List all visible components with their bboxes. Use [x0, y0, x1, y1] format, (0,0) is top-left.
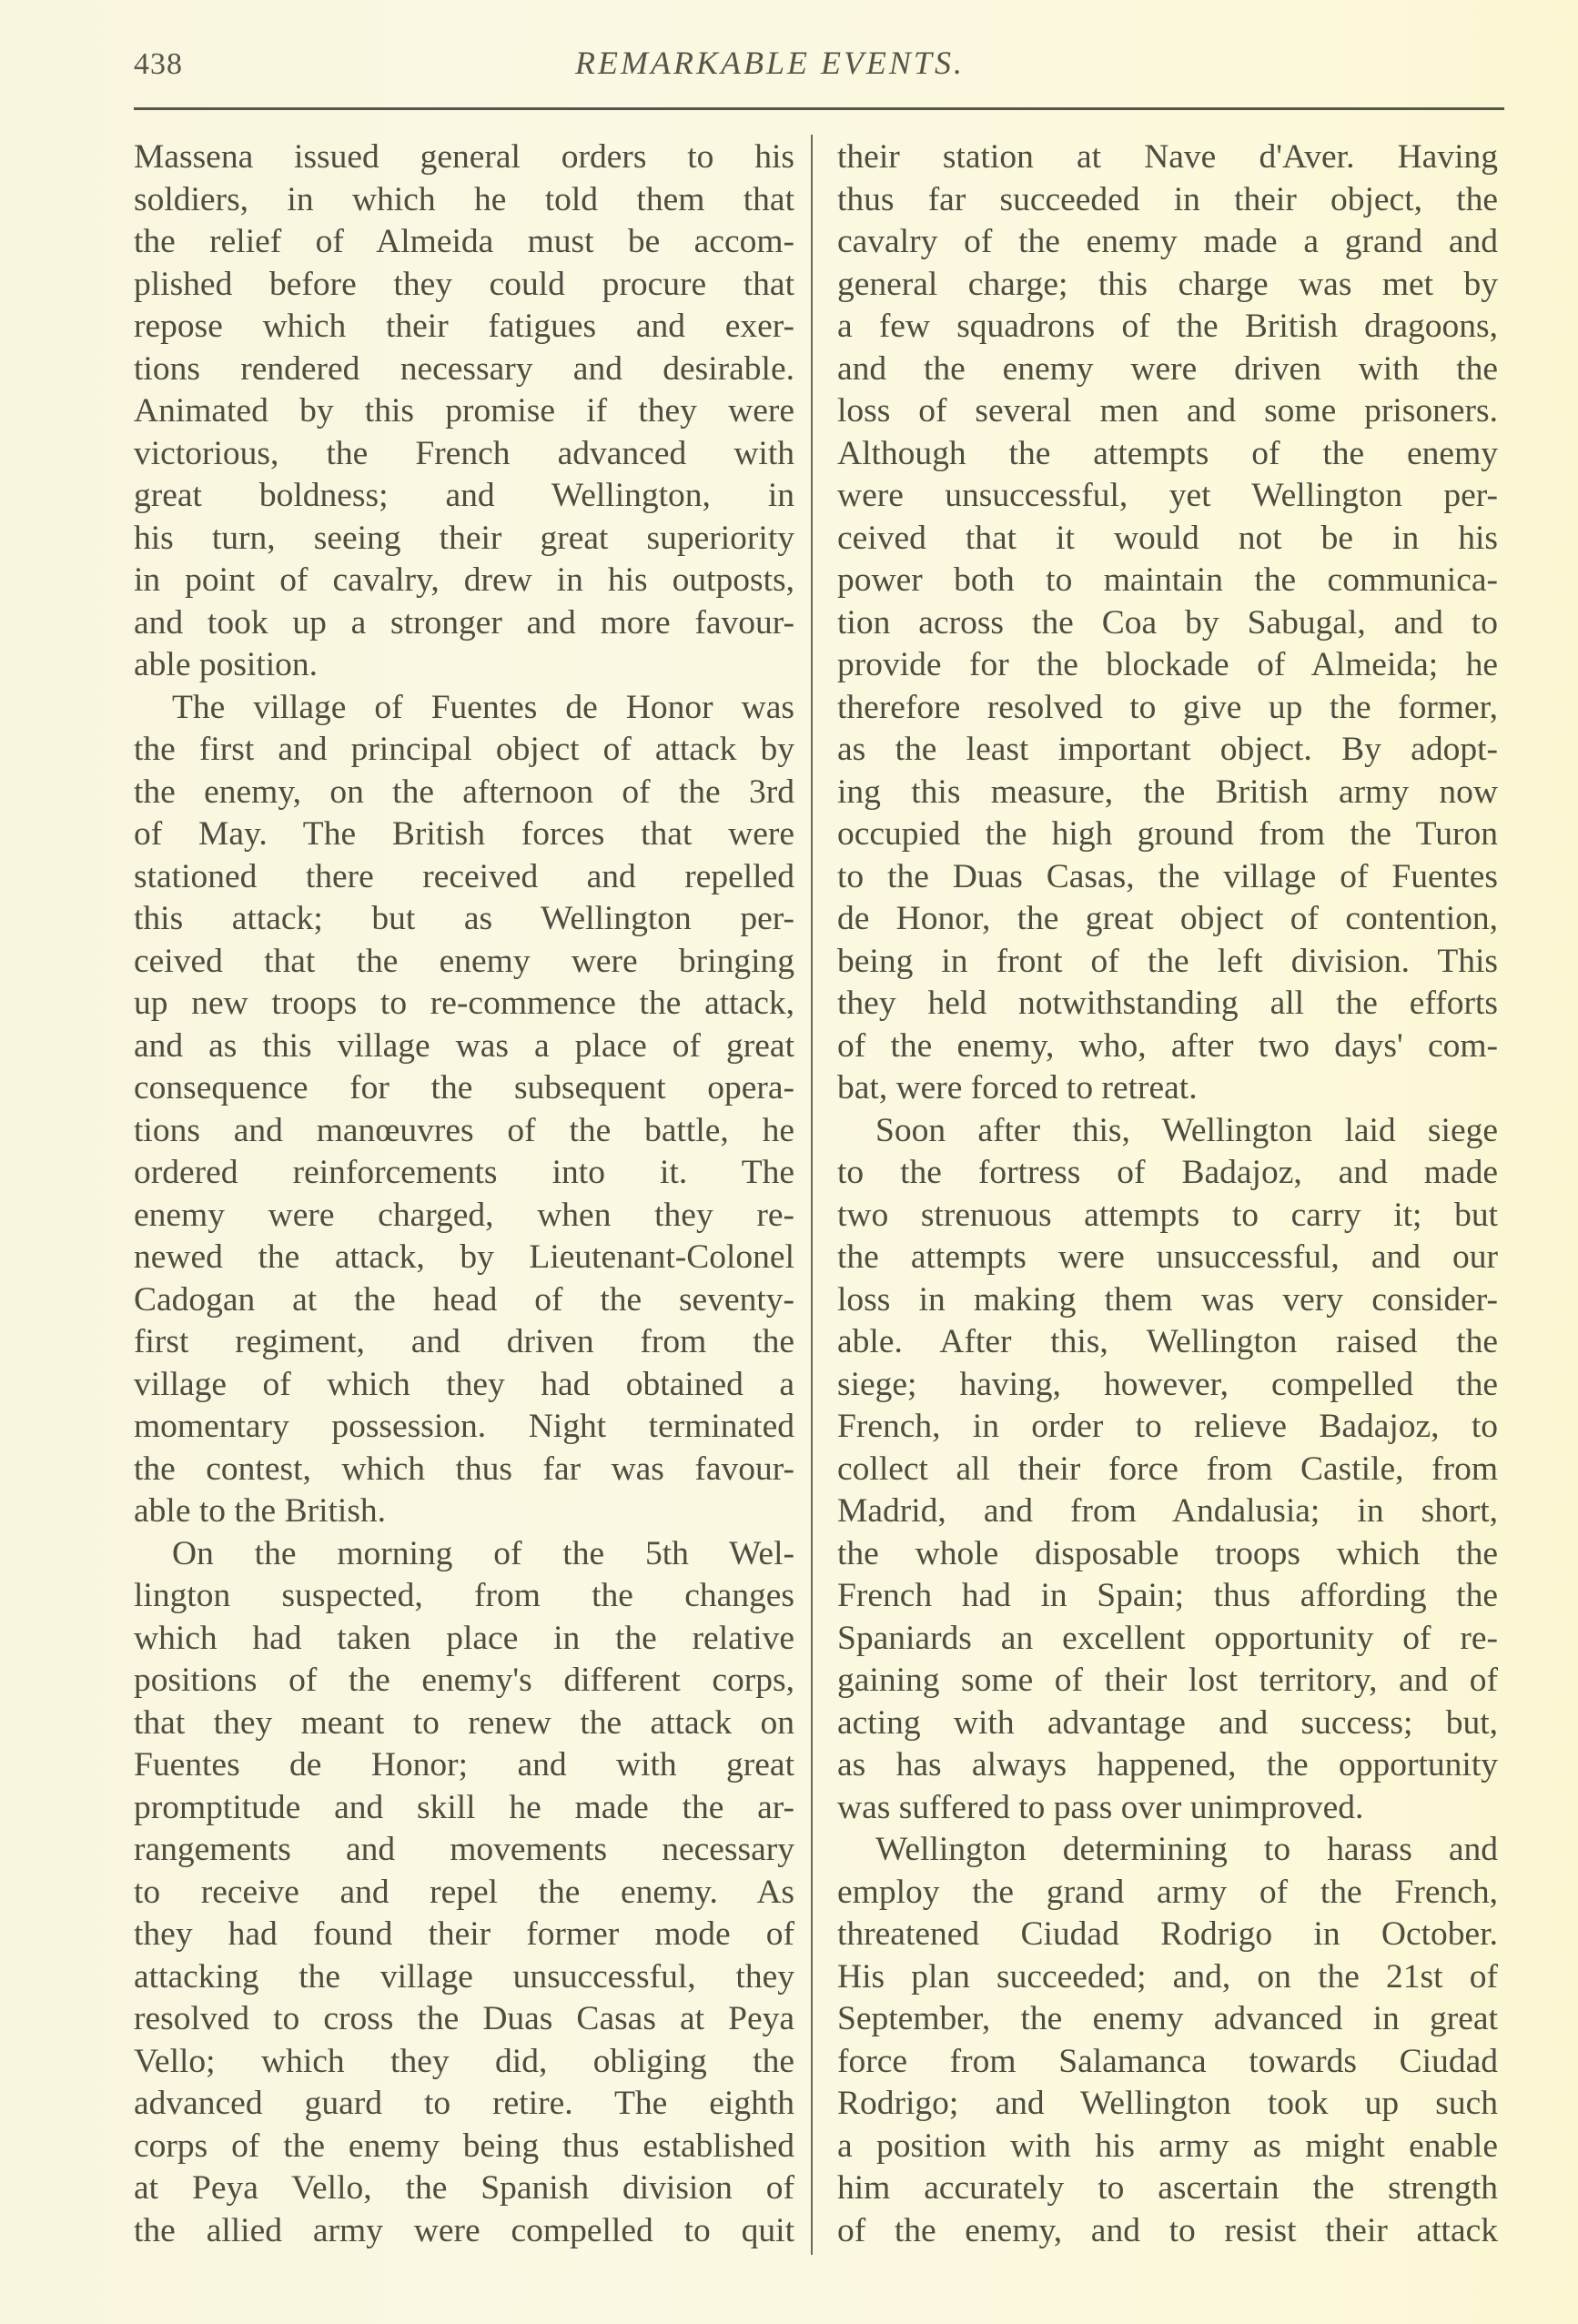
text-line: they had found their former mode of — [134, 1915, 794, 1953]
text-line: Massena issued general orders to his — [134, 138, 794, 176]
text-line: was suffered to pass over unimproved. — [837, 1788, 1364, 1826]
text-line: siege; having, however, compelled the — [837, 1365, 1498, 1403]
text-line: able to the British. — [134, 1492, 387, 1530]
text-line: Madrid, and from Andalusia; in short, — [837, 1492, 1498, 1530]
text-line: were unsuccessful, yet Wellington per- — [837, 477, 1498, 514]
text-line: and took up a stronger and more favour- — [134, 603, 794, 642]
text-line: the whole disposable troops which the — [837, 1534, 1498, 1572]
text-line: first regiment, and driven from the — [134, 1323, 794, 1360]
text-line: the allied army were compelled to quit — [134, 2211, 794, 2249]
text-line: to receive and repel the enemy. As — [134, 1873, 794, 1911]
text-line: corps of the enemy being thus established — [134, 2127, 794, 2165]
text-line: occupied the high ground from the Turon — [837, 815, 1498, 853]
text-line: of May. The British forces that were — [134, 815, 794, 853]
text-line: the enemy, on the afternoon of the 3rd — [134, 773, 794, 811]
text-line: him accurately to ascertain the strength — [837, 2169, 1498, 2207]
text-line: momentary possession. Night terminated — [134, 1408, 794, 1445]
text-line: loss in making them was very consider- — [837, 1280, 1498, 1319]
text-line: this attack; but as Wellington per- — [134, 900, 794, 937]
text-line: and the enemy were driven with the — [837, 349, 1498, 388]
text-line: therefore resolved to give up the former, — [837, 688, 1498, 726]
text-line: Soon after this, Wellington laid siege — [875, 1111, 1498, 1149]
text-line: soldiers, in which he told them that — [134, 180, 794, 218]
text-line: being in front of the left division. This — [837, 942, 1498, 980]
text-line: a few squadrons of the British dragoons, — [837, 308, 1498, 345]
text-line: victorious, the French advanced with — [134, 434, 794, 472]
text-line: ceived that the enemy were bringing — [134, 942, 794, 980]
text-line: their station at Nave d'Aver. Having — [837, 138, 1498, 176]
text-line: to the Duas Casas, the village of Fuentes — [837, 857, 1498, 895]
text-line: the first and principal object of attack by — [134, 731, 794, 768]
text-line: the relief of Almeida must be accom- — [134, 223, 794, 260]
text-line: as has always happened, the opportunity — [837, 1746, 1498, 1783]
text-line: ordered reinforcements into it. The — [134, 1154, 794, 1191]
text-line: promptitude and skill he made the ar- — [134, 1788, 794, 1826]
text-line: village of which they had obtained a — [134, 1365, 794, 1403]
text-line: threatened Ciudad Rodrigo in October. — [837, 1915, 1498, 1953]
text-line: provide for the blockade of Almeida; he — [837, 646, 1498, 683]
header-rule — [134, 107, 1504, 110]
text-line: of the enemy, who, after two days' com- — [837, 1026, 1498, 1065]
text-line: Animated by this promise if they were — [134, 392, 794, 429]
text-line: rangements and movements necessary — [134, 1831, 794, 1868]
page-number: 438 — [134, 47, 183, 81]
right-column — [837, 136, 1498, 2252]
text-line: in point of cavalry, drew in his outposts, — [134, 561, 794, 599]
text-line: Rodrigo; and Wellington took up such — [837, 2085, 1498, 2122]
text-line: September, the enemy advanced in great — [837, 2000, 1498, 2037]
text-line: advanced guard to retire. The eighth — [134, 2085, 794, 2122]
text-line: French had in Spain; thus affording the — [837, 1577, 1498, 1614]
text-line: force from Salamanca towards Ciudad — [837, 2042, 1498, 2080]
text-line: as the least important object. By adopt- — [837, 731, 1498, 768]
text-line: his turn, seeing their great superiority — [134, 519, 794, 557]
left-column — [134, 136, 794, 2252]
text-line: consequence for the subsequent opera- — [134, 1069, 794, 1106]
text-line: able. After this, Wellington raised the — [837, 1323, 1498, 1360]
text-line: Spaniards an excellent opportunity of re- — [837, 1619, 1498, 1657]
text-line: French, in order to relieve Badajoz, to — [837, 1408, 1498, 1445]
text-line: general charge; this charge was met by — [837, 265, 1498, 303]
text-line: bat, were forced to retreat. — [837, 1069, 1198, 1106]
text-line: lington suspected, from the changes — [134, 1577, 794, 1614]
text-line: Fuentes de Honor; and with great — [134, 1746, 794, 1783]
text-line: On the morning of the 5th Wel- — [172, 1534, 794, 1572]
text-line: Vello; which they did, obliging the — [134, 2042, 794, 2080]
text-line: positions of the enemy's different corps, — [134, 1662, 794, 1699]
text-line: His plan succeeded; and, on the 21st of — [837, 1957, 1498, 1996]
text-line: that they meant to renew the attack on — [134, 1703, 794, 1742]
text-line: of the enemy, and to resist their attack — [837, 2211, 1498, 2249]
text-line: resolved to cross the Duas Casas at Peya — [134, 2000, 794, 2037]
text-line: to the fortress of Badajoz, and made — [837, 1154, 1498, 1191]
text-line: Cadogan at the head of the seventy- — [134, 1280, 794, 1319]
text-line: newed the attack, by Lieutenant-Colonel — [134, 1238, 794, 1276]
text-line: thus far succeeded in their object, the — [837, 180, 1498, 218]
text-line: at Peya Vello, the Spanish division of — [134, 2169, 794, 2207]
text-line: the contest, which thus far was favour- — [134, 1450, 794, 1488]
text-line: up new troops to re-commence the attack, — [134, 985, 794, 1022]
text-line: they held notwithstanding all the efforts — [837, 985, 1498, 1022]
text-line: acting with advantage and success; but, — [837, 1703, 1498, 1742]
text-line: attacking the village unsuccessful, they — [134, 1957, 794, 1996]
text-line: tions rendered necessary and desirable. — [134, 349, 794, 388]
running-head-title: REMARKABLE EVENTS. — [575, 45, 965, 81]
text-line: power both to maintain the communica- — [837, 561, 1498, 599]
text-line: tion across the Coa by Sabugal, and to — [837, 603, 1498, 642]
text-line: Although the attempts of the enemy — [837, 434, 1498, 472]
text-line: two strenuous attempts to carry it; but — [837, 1196, 1498, 1234]
text-line: The village of Fuentes de Honor was — [172, 688, 794, 726]
text-line: which had taken place in the relative — [134, 1619, 794, 1657]
text-line: enemy were charged, when they re- — [134, 1196, 794, 1234]
column-separator — [811, 135, 813, 2255]
text-line: tions and manœuvres of the battle, he — [134, 1111, 794, 1149]
text-line: and as this village was a place of great — [134, 1026, 794, 1065]
text-line: the attempts were unsuccessful, and our — [837, 1238, 1498, 1276]
text-line: ing this measure, the British army now — [837, 773, 1498, 811]
text-line: a position with his army as might enable — [837, 2127, 1498, 2165]
text-line: gaining some of their lost territory, and of — [837, 1662, 1498, 1699]
text-line: employ the grand army of the French, — [837, 1873, 1498, 1911]
text-line: stationed there received and repelled — [134, 857, 794, 895]
text-line: plished before they could procure that — [134, 265, 794, 303]
text-line: great boldness; and Wellington, in — [134, 477, 794, 514]
text-line: cavalry of the enemy made a grand and — [837, 223, 1498, 260]
text-line: loss of several men and some prisoners. — [837, 392, 1498, 429]
text-line: collect all their force from Castile, from — [837, 1450, 1498, 1488]
text-line: able position. — [134, 646, 319, 683]
text-line: de Honor, the great object of contention, — [837, 900, 1498, 937]
text-line: ceived that it would not be in his — [837, 519, 1498, 557]
text-line: repose which their fatigues and exer- — [134, 308, 794, 345]
text-line: Wellington determining to harass and — [875, 1831, 1498, 1868]
